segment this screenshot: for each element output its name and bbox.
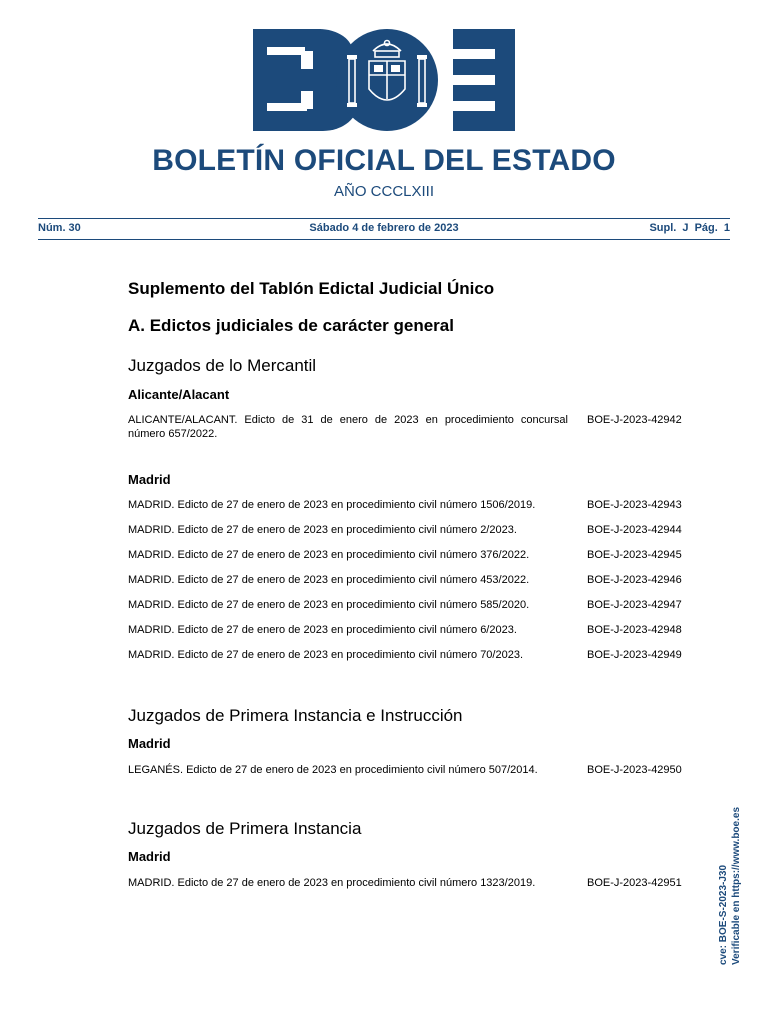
edict-text: MADRID. Edicto de 27 de enero de 2023 en procedimiento civil número 1323/2019. bbox=[128, 877, 536, 889]
court-heading: Juzgados de Primera Instancia bbox=[128, 819, 362, 838]
masthead-title: BOLETÍN OFICIAL DEL ESTADO bbox=[152, 144, 616, 177]
edict-text: MADRID. Edicto de 27 de enero de 2023 en procedimiento civil número 6/2023. bbox=[128, 624, 517, 636]
place-heading: Alicante/Alacant bbox=[128, 387, 230, 402]
edict-text: MADRID. Edicto de 27 de enero de 2023 en procedimiento civil número 1506/2019. bbox=[128, 499, 536, 511]
issue-date: Sábado 4 de febrero de 2023 bbox=[309, 222, 459, 234]
edict-text: MADRID. Edicto de 27 de enero de 2023 en procedimiento civil número 70/2023. bbox=[128, 649, 524, 661]
edict-reference[interactable]: BOE-J-2023-42945 bbox=[587, 549, 682, 561]
edict-reference[interactable]: BOE-J-2023-42951 bbox=[587, 877, 682, 889]
edict-text: MADRID. Edicto de 27 de enero de 2023 en procedimiento civil número 585/2020. bbox=[128, 599, 530, 611]
court-heading: Juzgados de Primera Instancia e Instrucción bbox=[128, 706, 463, 725]
verification-url[interactable]: Verificable en https://www.boe.es bbox=[731, 806, 742, 965]
edict-reference[interactable]: BOE-J-2023-42950 bbox=[587, 764, 682, 776]
issue-number: Núm. 30 bbox=[38, 222, 81, 234]
edict-text: MADRID. Edicto de 27 de enero de 2023 en procedimiento civil número 2/2023. bbox=[128, 524, 517, 536]
page-indicator: Supl. J Pág. 1 bbox=[649, 222, 730, 234]
header-rule-top bbox=[38, 218, 730, 219]
issue-header bbox=[38, 222, 730, 236]
edict-reference[interactable]: BOE-J-2023-42942 bbox=[587, 414, 682, 426]
edict-reference[interactable]: BOE-J-2023-42948 bbox=[587, 624, 682, 636]
edict-text: ALICANTE/ALACANT. Edicto de 31 de enero de 2023 en procedimiento concursal número 657/2022. bbox=[128, 414, 568, 440]
place-heading: Madrid bbox=[128, 849, 171, 864]
edict-reference[interactable]: BOE-J-2023-42943 bbox=[587, 499, 682, 511]
edict-reference[interactable]: BOE-J-2023-42944 bbox=[587, 524, 682, 536]
court-heading: Juzgados de lo Mercantil bbox=[128, 356, 317, 375]
header-rule-bottom bbox=[38, 239, 730, 240]
supplement-title: Suplemento del Tablón Edictal Judicial Único bbox=[128, 279, 495, 298]
edict-text: MADRID. Edicto de 27 de enero de 2023 en procedimiento civil número 376/2022. bbox=[128, 549, 530, 561]
masthead-year: AÑO CCCLXIII bbox=[333, 183, 435, 200]
cve-code: cve: BOE-S-2023-J30 bbox=[718, 864, 729, 965]
section-title: A. Edictos judiciales de carácter general bbox=[128, 316, 454, 335]
edict-reference[interactable]: BOE-J-2023-42946 bbox=[587, 574, 682, 586]
place-heading: Madrid bbox=[128, 736, 171, 751]
edict-text: MADRID. Edicto de 27 de enero de 2023 en procedimiento civil número 453/2022. bbox=[128, 574, 530, 586]
edict-text: LEGANÉS. Edicto de 27 de enero de 2023 en procedimiento civil número 507/2014. bbox=[128, 764, 538, 776]
boe-logo bbox=[253, 29, 515, 131]
place-heading: Madrid bbox=[128, 472, 171, 487]
edict-reference[interactable]: BOE-J-2023-42947 bbox=[587, 599, 682, 611]
verification-sidebar bbox=[717, 765, 747, 965]
edict-reference[interactable]: BOE-J-2023-42949 bbox=[587, 649, 682, 661]
